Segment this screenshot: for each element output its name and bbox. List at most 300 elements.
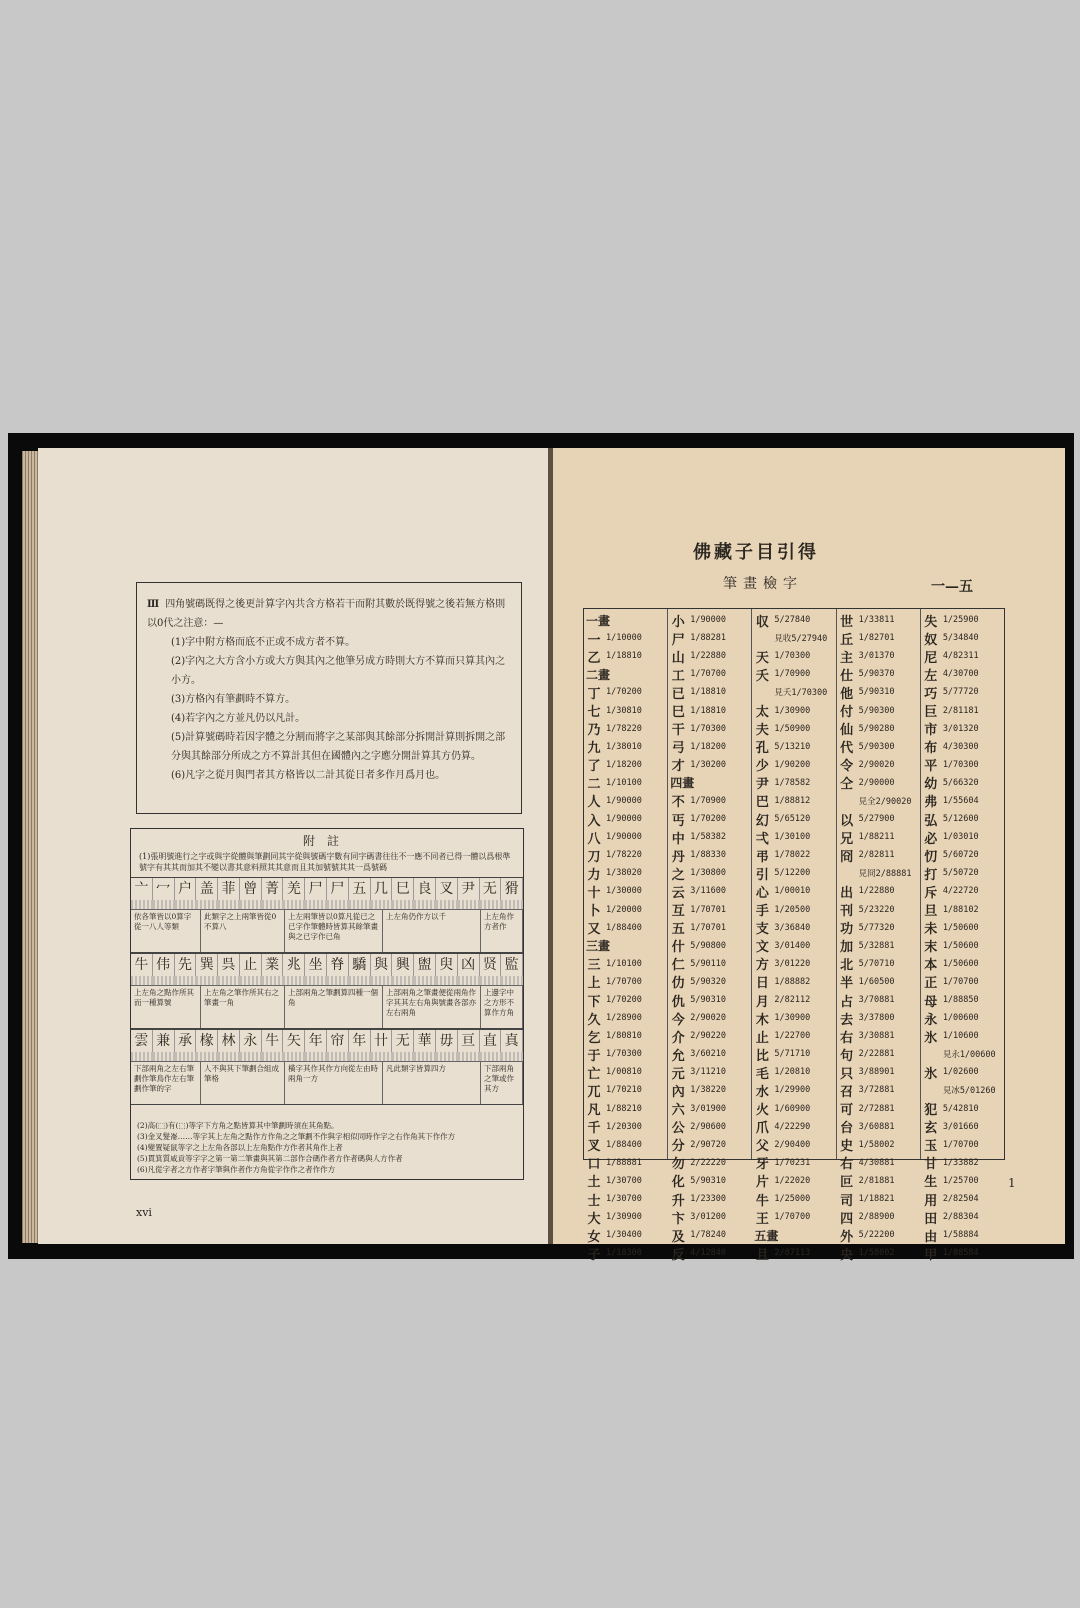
- index-character: 勿: [671, 1157, 685, 1173]
- note-description: 人不與其下筆劃合組成筆格: [201, 1062, 285, 1104]
- index-subtitle: 筆畫檢字: [723, 576, 803, 592]
- index-code: 3/11210: [690, 1067, 727, 1078]
- index-code: 1/70200: [606, 995, 642, 1006]
- index-entry: [837, 1136, 920, 1154]
- index-character: 一畫: [586, 613, 611, 628]
- index-character: 土: [587, 1175, 601, 1191]
- index-entry: [752, 792, 835, 810]
- index-entry: [837, 1244, 920, 1262]
- index-code: 1/38220: [690, 1085, 727, 1096]
- index-code: 1/88850: [942, 995, 979, 1006]
- index-character: 巳: [671, 705, 685, 721]
- stroke-count-heading: [584, 611, 667, 629]
- note-glyph: 林: [218, 1030, 240, 1052]
- note-glyph: 无: [392, 1030, 414, 1052]
- index-character: 玄: [924, 1121, 938, 1137]
- glyph-code: [480, 1052, 502, 1061]
- index-code: 2/90020: [858, 759, 895, 770]
- index-code: 1/88400: [606, 922, 642, 933]
- index-character: 及: [671, 1229, 685, 1245]
- index-code: 3/72881: [858, 1085, 895, 1096]
- index-character: 四畫: [670, 776, 695, 791]
- right-page: [553, 448, 1065, 1263]
- index-character: 玉: [924, 1139, 938, 1155]
- index-column: [584, 609, 668, 1263]
- index-code: 1/70900: [690, 795, 727, 806]
- index-character: 久: [587, 1012, 601, 1028]
- index-character: 下: [587, 994, 601, 1010]
- index-entry: [921, 919, 1004, 937]
- index-code: 1/20810: [774, 1067, 811, 1078]
- index-character: 之: [671, 867, 685, 883]
- index-character: 犯: [924, 1103, 938, 1119]
- note-description: 上邊字中之方形不算作方角: [481, 986, 523, 1028]
- note-intro: (1)張明號進行之字或與字從體與筆劃同其字從與號碼字數有同字碼書往往不一應不同者已得一體以爲根準號字有其其而加其不變以書其意料照其其意而且其加號號其其一爲號碼: [139, 852, 511, 872]
- glyph-code: [175, 1052, 197, 1061]
- index-character: 平: [924, 759, 938, 775]
- index-code: 5/13210: [774, 741, 811, 752]
- index-entry: [668, 792, 751, 810]
- index-character: 云: [671, 885, 685, 901]
- rule-item: (5)計算號碼時若因字體之分割而將字之某部與其餘部分拆開計算則拆開之部分與其餘部分所成之方不算計其但在國體內之字應分開計算其方仍算。: [171, 732, 506, 762]
- index-character: 三畫: [586, 939, 611, 954]
- footnote-line: (4)變置疑鼠等字之上左角各部以上左角點作方作者其角作上者: [137, 1143, 343, 1152]
- index-character: 支: [755, 922, 769, 938]
- index-entry: [837, 792, 920, 810]
- index-code: 1/00600: [942, 1013, 979, 1024]
- index-code: 5/90320: [690, 976, 727, 987]
- index-entry: [752, 973, 835, 991]
- index-code: 2/90020: [690, 1013, 727, 1024]
- index-entry: [837, 665, 920, 683]
- footnote-line: (5)貫箕質咸貢等字字之第一第二筆畫與其第二部作合碼作者方作者碼與人方作者: [137, 1154, 403, 1163]
- index-character: 丹: [671, 849, 685, 865]
- index-entry: [668, 1190, 751, 1208]
- index-character: 功: [840, 922, 854, 938]
- index-character: 尸: [671, 632, 685, 648]
- section-numeral: Ⅲ: [147, 599, 160, 610]
- index-code: 3/88901: [858, 1067, 895, 1078]
- index-character: 台: [840, 1121, 854, 1137]
- index-character: 今: [671, 1012, 685, 1028]
- index-character: 凡: [587, 1103, 601, 1119]
- index-character: 主: [840, 650, 854, 666]
- index-entry: [921, 665, 1004, 683]
- index-code: 1/90000: [690, 615, 727, 626]
- index-code: 5/65120: [774, 814, 811, 825]
- index-code: 1/70300: [690, 723, 727, 734]
- index-code: 5/90310: [690, 1175, 727, 1186]
- index-character: 乙: [587, 650, 601, 666]
- index-code: 3/30881: [858, 1031, 895, 1042]
- index-entry: [837, 774, 920, 792]
- index-character: 兄: [840, 831, 854, 847]
- glyph-code: [327, 900, 349, 909]
- index-code: 1/70701: [690, 922, 727, 933]
- index-character: 中: [671, 831, 685, 847]
- index-code: 1/20300: [606, 1121, 642, 1132]
- desc-row-1: [131, 909, 523, 953]
- index-code: 1/22880: [858, 886, 895, 897]
- index-code: 1/38010: [606, 741, 642, 752]
- index-character: 弔: [755, 849, 769, 865]
- index-code: 5/90370: [858, 669, 895, 680]
- index-entry: [752, 828, 835, 846]
- index-entry: [668, 1226, 751, 1244]
- index-entry: [668, 810, 751, 828]
- index-character: 巧: [924, 686, 938, 702]
- index-code: 5/32881: [858, 940, 895, 951]
- index-entry: [837, 1045, 920, 1063]
- index-entry: [837, 973, 920, 991]
- index-code: 1/22700: [774, 1031, 811, 1042]
- index-code: 1/10100: [606, 958, 642, 969]
- note-glyph: 雲: [131, 1030, 153, 1052]
- index-code: 5/34840: [942, 633, 979, 644]
- index-code: 1/60500: [858, 976, 895, 987]
- index-code: 1/90000: [606, 832, 642, 843]
- note-glyph: 尹: [458, 878, 480, 900]
- index-entry: [837, 1154, 920, 1172]
- index-code: 1/70300: [942, 759, 979, 770]
- index-entry: [921, 792, 1004, 810]
- index-entry: [668, 882, 751, 900]
- stroke-count-heading: [668, 774, 751, 792]
- index-character: 尹: [755, 777, 769, 793]
- index-character: 弗: [924, 795, 938, 811]
- index-entry: [668, 1244, 751, 1262]
- note-glyph: 止: [240, 954, 262, 976]
- index-code: 1/58002: [858, 1139, 895, 1150]
- rule-item: (3)方格內有筆劃時不算方。: [171, 694, 296, 705]
- index-character: 天: [755, 650, 769, 666]
- index-code: 4/82311: [942, 651, 979, 662]
- index-entry: [752, 701, 835, 719]
- index-character: 互: [671, 904, 685, 920]
- index-code: 1/30100: [774, 832, 811, 843]
- index-entry: [921, 647, 1004, 665]
- note-glyph: 坐: [305, 954, 327, 976]
- index-entry: [752, 1172, 835, 1190]
- index-code: 1/82701: [858, 633, 895, 644]
- index-code: 1/10100: [606, 777, 642, 788]
- index-entry: [921, 846, 1004, 864]
- note-glyph: 華: [414, 1030, 436, 1052]
- index-code: 1/18821: [858, 1194, 895, 1205]
- index-code: 3/36840: [774, 922, 811, 933]
- index-code: 1/03010: [942, 832, 979, 843]
- index-code: 2/22220: [690, 1157, 727, 1168]
- section-iii-intro: [147, 595, 511, 633]
- index-entry: [837, 1009, 920, 1027]
- index-entry: [752, 1244, 835, 1262]
- index-entry: [921, 1244, 1004, 1262]
- index-character: 內: [671, 1084, 685, 1100]
- index-character: 召: [840, 1084, 854, 1100]
- index-entry: [752, 937, 835, 955]
- index-character: 升: [671, 1193, 685, 1209]
- index-character: 刊: [840, 904, 854, 920]
- index-code: 1/20000: [606, 904, 642, 915]
- index-character: 氷: [924, 1030, 938, 1046]
- glyph-code: [218, 1052, 240, 1061]
- index-character: 加: [840, 940, 854, 956]
- index-entry: [584, 756, 667, 774]
- index-code: 1/70700: [942, 1139, 979, 1150]
- index-code: 1/33811: [858, 615, 895, 626]
- glyph-code: [240, 976, 262, 985]
- index-code: 1/30700: [606, 1175, 642, 1186]
- index-character: 丘: [840, 632, 854, 648]
- index-character: 出: [840, 885, 854, 901]
- index-code: 5/77720: [942, 687, 979, 698]
- index-character: 付: [840, 705, 854, 721]
- index-entry: [584, 629, 667, 647]
- index-character: 比: [755, 1048, 769, 1064]
- index-entry: [752, 810, 835, 828]
- note-description: 下部兩角之左右筆劃作筆鳥作左右筆劃作筆的字: [131, 1062, 201, 1104]
- index-entry: [837, 1081, 920, 1099]
- index-entry: [837, 756, 920, 774]
- glyph-code: [131, 1052, 153, 1061]
- index-code: 1/88102: [942, 904, 979, 915]
- index-character: 幼: [924, 777, 938, 793]
- index-character: 仁: [671, 958, 685, 974]
- index-code: 1/30400: [606, 1230, 642, 1241]
- note-glyph: 无: [480, 878, 502, 900]
- note-description: 上左角作方者作: [481, 910, 523, 952]
- index-code: 1/00010: [774, 886, 811, 897]
- glyph-code: [305, 1052, 327, 1061]
- index-entry: [921, 955, 1004, 973]
- index-character: 只: [840, 1066, 854, 1082]
- index-character: 弓: [671, 741, 685, 757]
- note-glyph: 兆: [283, 954, 305, 976]
- index-entry: [837, 1208, 920, 1226]
- index-entry: [668, 864, 751, 882]
- index-code: 1/70700: [942, 976, 979, 987]
- book-scan: [8, 433, 1074, 1263]
- glyph-code: [175, 976, 197, 985]
- index-code: 1/90000: [606, 795, 642, 806]
- index-entry: [668, 756, 751, 774]
- index-character: 三: [587, 958, 601, 974]
- index-character: 子: [587, 1247, 601, 1263]
- index-character: 公: [671, 1121, 685, 1137]
- index-character: 代: [840, 741, 854, 757]
- glyph-code: [283, 976, 305, 985]
- index-entry: [921, 1081, 1004, 1099]
- index-entry: [752, 683, 835, 701]
- index-entry: [837, 864, 920, 882]
- note-description: 上左兩筆皆以0算凡從已之已字作筆體時皆算其餘筆畫與之已字作已角: [285, 910, 383, 952]
- note-glyph: 牛: [262, 1030, 284, 1052]
- index-code: 1/30900: [606, 1212, 642, 1223]
- index-entry: [752, 991, 835, 1009]
- index-character: 収: [755, 614, 769, 630]
- index-character: 五: [671, 922, 685, 938]
- note-glyph: 年: [305, 1030, 327, 1052]
- index-entry: [837, 1190, 920, 1208]
- index-character: 生: [924, 1175, 938, 1191]
- glyph-code: [414, 976, 436, 985]
- index-entry: [752, 1118, 835, 1136]
- index-entry: [584, 991, 667, 1009]
- glyph-code: [349, 900, 371, 909]
- index-code: 1/25700: [942, 1175, 979, 1186]
- glyph-code: [175, 900, 197, 909]
- index-code: 5/42810: [942, 1103, 979, 1114]
- index-character: 乞: [587, 1030, 601, 1046]
- index-column: [921, 609, 1004, 1263]
- index-code: 4/30700: [942, 669, 979, 680]
- index-entry: [752, 629, 835, 647]
- index-character: 女: [587, 1229, 601, 1245]
- index-code: 1/70231: [774, 1157, 811, 1168]
- index-character: 卞: [671, 1211, 685, 1227]
- index-character: 母: [924, 994, 938, 1010]
- index-character: 旦: [924, 904, 938, 920]
- index-code: 3/01400: [774, 940, 811, 951]
- stroke-index-table: [583, 608, 1005, 1263]
- index-code: 1/30000: [606, 886, 642, 897]
- index-character: 句: [840, 1048, 854, 1064]
- index-character: 司: [840, 1193, 854, 1209]
- index-entry: [668, 720, 751, 738]
- index-entry: [668, 955, 751, 973]
- index-character: 又: [587, 922, 601, 938]
- note-glyph: 永: [240, 1030, 262, 1052]
- index-entry: [668, 1081, 751, 1099]
- note-glyph: 亠: [131, 878, 153, 900]
- index-code: 2/88304: [942, 1212, 979, 1223]
- index-code: 1/88211: [858, 832, 895, 843]
- index-code: 2/90400: [774, 1139, 811, 1150]
- index-entry: [584, 1172, 667, 1190]
- index-code: 1/22020: [774, 1175, 811, 1186]
- index-entry: [752, 901, 835, 919]
- note-description: 上左角之筆作所其右之筆畫一角: [201, 986, 285, 1028]
- index-code: 3/70881: [858, 995, 895, 1006]
- index-code: 1/18810: [690, 705, 727, 716]
- glyph-code: [131, 976, 153, 985]
- index-entry: [921, 937, 1004, 955]
- index-code: 1/30900: [774, 1013, 811, 1024]
- index-character: 干: [671, 723, 685, 739]
- index-entry: [921, 629, 1004, 647]
- index-entry: [752, 1009, 835, 1027]
- index-code: 1/78582: [774, 777, 811, 788]
- index-entry: [921, 828, 1004, 846]
- index-entry: [584, 1045, 667, 1063]
- index-character: 心: [755, 885, 769, 901]
- footnote-line: (2)高(⬚)有(⬚)等字下方角之點皆算其中筆劃時須在其角點。: [137, 1121, 339, 1130]
- index-character: 氷: [924, 1066, 938, 1082]
- index-code: 1/58382: [690, 832, 727, 843]
- glyph-code: [392, 1052, 414, 1061]
- index-character: 牛: [755, 1193, 769, 1209]
- appendix-note-box: [130, 828, 524, 1180]
- index-character: 分: [671, 1139, 685, 1155]
- index-entry: [584, 1081, 667, 1099]
- index-code: 1/50600: [942, 958, 979, 969]
- index-entry: [668, 1154, 751, 1172]
- glyph-code: [240, 900, 262, 909]
- index-character: 夭: [755, 668, 769, 684]
- rule-item: (1)字中附方格而底不正或不成方者不算。: [171, 637, 356, 648]
- index-code: 5/70710: [858, 958, 895, 969]
- code-row-1: [131, 900, 523, 909]
- rule-item: (2)字內之大方含小方或大方與其內之他筆另成方時則大方不算而只算其內之小方。: [171, 656, 506, 686]
- index-character: 用: [924, 1193, 938, 1209]
- index-code: 2/81881: [858, 1175, 895, 1186]
- index-code: 1/70700: [606, 976, 642, 987]
- index-code: 3/11600: [690, 886, 727, 897]
- index-entry: [668, 1100, 751, 1118]
- index-entry: [668, 919, 751, 937]
- note-glyph: 尸: [327, 878, 349, 900]
- index-entry: [837, 901, 920, 919]
- index-entry: [584, 774, 667, 792]
- index-character: 巴: [755, 795, 769, 811]
- index-entry: [584, 1100, 667, 1118]
- index-entry: [584, 647, 667, 665]
- note-glyph: 兼: [153, 1030, 175, 1052]
- index-character: 手: [755, 904, 769, 920]
- index-code: 1/70300: [606, 1049, 642, 1060]
- index-entry: [584, 683, 667, 701]
- index-title: 佛藏子目引得: [693, 542, 819, 563]
- index-entry: [668, 846, 751, 864]
- index-character: 必: [924, 831, 938, 847]
- note-glyph: 業: [262, 954, 284, 976]
- index-code: 3/60881: [858, 1121, 895, 1132]
- index-code: 3/01660: [942, 1121, 979, 1132]
- index-code: 5/22200: [858, 1230, 895, 1241]
- index-code: 1/90200: [774, 759, 811, 770]
- note-glyph: 五: [349, 878, 371, 900]
- index-code: 3/37800: [858, 1013, 895, 1024]
- index-code: 1/18200: [606, 759, 642, 770]
- index-code: 3/01370: [858, 651, 895, 662]
- index-code: 1/25900: [942, 615, 979, 626]
- index-code: 1/80810: [606, 1031, 642, 1042]
- index-entry: [921, 991, 1004, 1009]
- index-code: 2/22881: [858, 1049, 895, 1060]
- index-entry: [752, 738, 835, 756]
- index-character: 文: [755, 940, 769, 956]
- index-entry: [921, 973, 1004, 991]
- index-code: 1/90000: [606, 814, 642, 825]
- index-code: 1/70200: [690, 814, 727, 825]
- index-code: 1/58884: [942, 1230, 979, 1241]
- note-description: 上左角仍作方以千: [383, 910, 481, 952]
- index-code: 2/82811: [858, 850, 895, 861]
- index-code: 1/10600: [942, 1031, 979, 1042]
- index-character: 小: [671, 614, 685, 630]
- index-character: 本: [924, 958, 938, 974]
- index-entry: [668, 611, 751, 629]
- note-glyph: 亘: [458, 1030, 480, 1052]
- note-description: 上左角之點作所其而一種算號: [131, 986, 201, 1028]
- index-character: 斥: [924, 885, 938, 901]
- index-entry: [584, 828, 667, 846]
- index-entry: [668, 629, 751, 647]
- index-column: [668, 609, 752, 1263]
- glyph-code: [283, 900, 305, 909]
- index-code: 5/90800: [690, 940, 727, 951]
- index-entry: [837, 647, 920, 665]
